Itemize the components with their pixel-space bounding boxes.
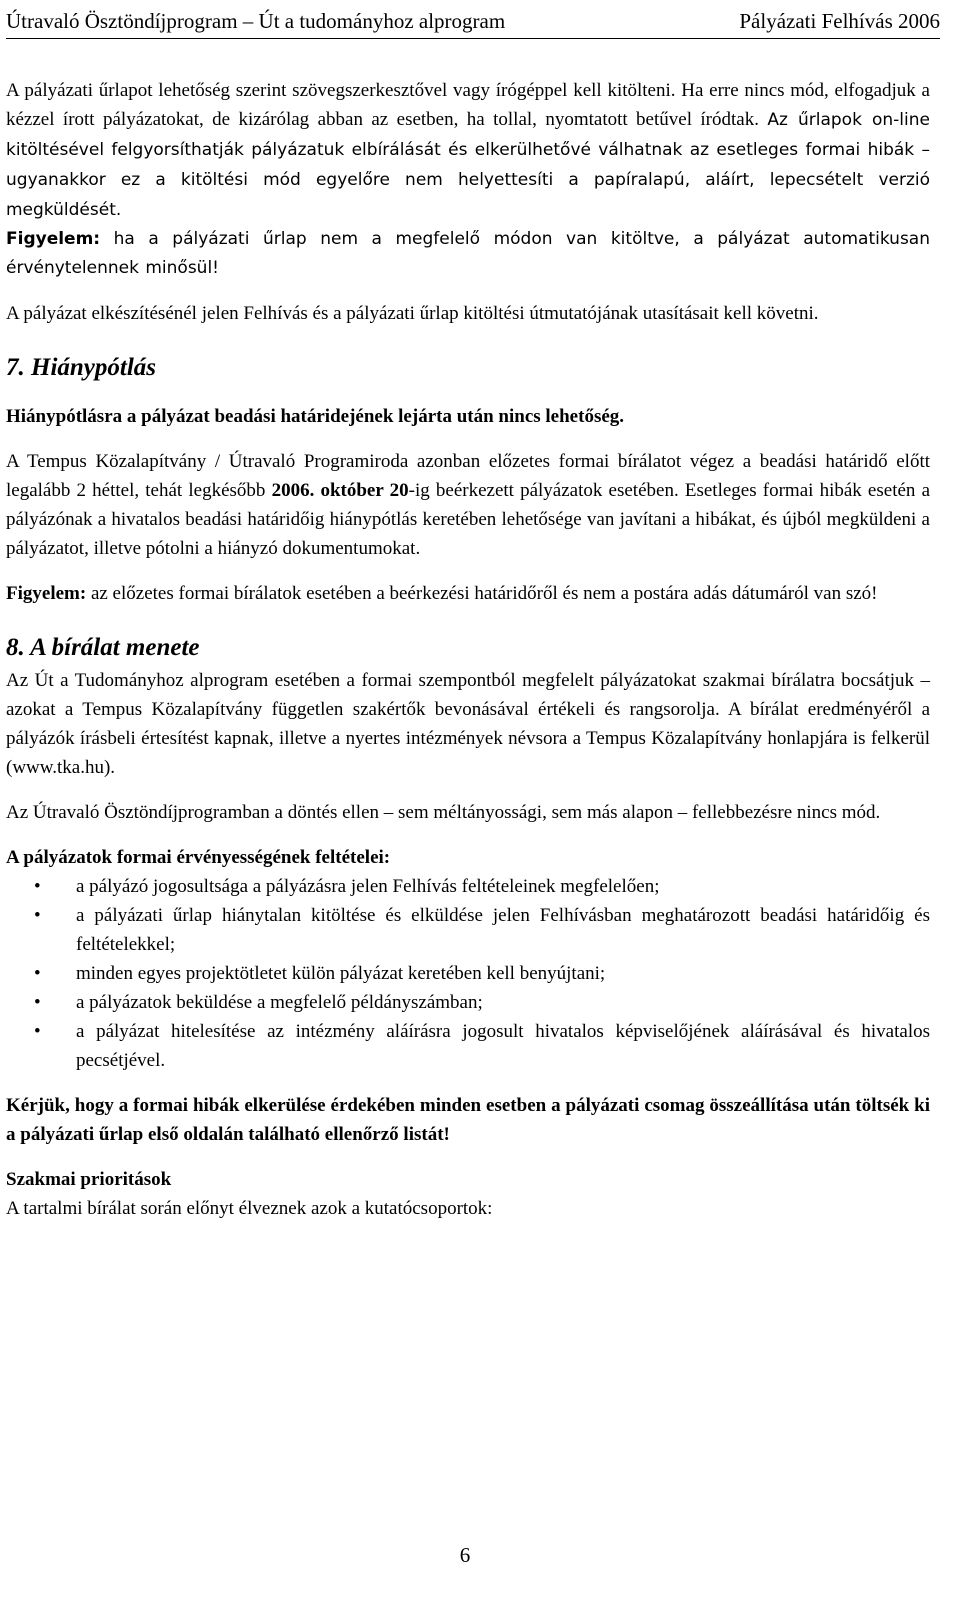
conditions-title: A pályázatok formai érvényességének feltételei:	[6, 847, 391, 868]
section-7-warning-text: az előzetes formai bírálatok esetében a beérkezési határidőről és nem a postára adás dátumáról van szó!	[86, 583, 878, 604]
bullet-icon: •	[34, 876, 41, 897]
list-item	[6, 901, 930, 959]
bullet-icon: •	[34, 992, 41, 1013]
list-item	[6, 959, 930, 988]
bullet-icon: •	[34, 1021, 41, 1042]
page-number: 6	[459, 1543, 471, 1567]
section-8-paragraph-1: Az Út a Tudományhoz alprogram esetében a formai szempontból megfelelt pályázatokat szakmai bírálatra bocsátjuk – azokat a Tempus Közalapítvány független szakértők bevonásával értékeli és rangsorolja. A bírálat eredményéről a pályázók írásbeli értesítést kapnak, illetve a nyertes intézmények névsora a Tempus Közalapítvány honlapjára is felkerül (www.tka.hu).	[6, 670, 930, 778]
list-item	[6, 872, 930, 901]
list-item-text: a pályázatok beküldése a megfelelő példányszámban;	[76, 992, 483, 1013]
conditions-list	[6, 872, 930, 1075]
section-8-paragraph-2: Az Útravaló Ösztöndíjprogramban a döntés ellen – sem méltányossági, sem más alapon – fellebbezésre nincs mód.	[6, 802, 881, 823]
list-item-text: a pályázat hitelesítése az intézmény aláírásra jogosult hivatalos képviselőjének aláírásával és hivatalos pecsétjével.	[76, 1021, 930, 1071]
checklist-request: Kérjük, hogy a formai hibák elkerülése érdekében minden esetben a pályázati csomag összeállítása után töltsék ki a pályázati űrlap első oldalán található ellenőrző listát!	[6, 1095, 930, 1145]
priorities-text: A tartalmi bírálat során előnyt élveznek azok a kutatócsoportok:	[6, 1198, 493, 1219]
section-7-text-b: -ig beérkezett pályázatok esetében. Esetleges formai hibák esetén a pályázónak a hivatalos beadási határidőig hiánypótlás keretében lehetősége van javítani a hibákat, és újból megküldeni a pályázatot, illetve pótolni a hiányzó dokumentumokat.	[6, 480, 930, 559]
document-body	[6, 76, 930, 1223]
list-item	[6, 1017, 930, 1075]
section-7-heading: 7. Hiánypótlás	[6, 354, 157, 381]
intro-text-a: A pályázati űrlapot lehetőség szerint szövegszerkesztővel vagy írógéppel kell kitölteni. Ha erre nincs mód, elfogadjuk a kézzel írott pályázatokat, de kizárólag abban az esetben, ha tollal, nyomtatott betűvel íródtak.	[6, 80, 930, 130]
intro-warning-text: ha a pályázati űrlap nem a megfelelő módon van kitöltve, a pályázat automatikusan érvénytelennek minősül!	[6, 229, 930, 278]
list-item-text: a pályázati űrlap hiánytalan kitöltése és elküldése jelen Felhívásban meghatározott beadási határidőig és feltételekkel;	[76, 905, 930, 955]
section-7-text-a: A Tempus Közalapítvány / Útravaló Programiroda azonban előzetes formai bírálatot végez a beadási határidő előtt legalább 2 héttel, tehát legkésőbb	[6, 451, 930, 501]
section-8-heading: 8. A bírálat menete	[6, 634, 200, 661]
page-header	[6, 4, 940, 39]
section-7-warning-label: Figyelem:	[6, 583, 87, 604]
list-item	[6, 988, 930, 1017]
bullet-icon: •	[34, 963, 41, 984]
intro-paragraph-2: A pályázat elkészítésénél jelen Felhívás és a pályázati űrlap kitöltési útmutatójának utasításait kell követni.	[6, 303, 819, 324]
list-item-text: a pályázó jogosultsága a pályázásra jelen Felhívás feltételeinek megfelelően;	[76, 876, 660, 897]
priorities-title: Szakmai prioritások	[6, 1169, 172, 1190]
section-7-paragraph-1	[6, 447, 930, 563]
section-7-warning	[6, 579, 930, 608]
section-7-bold-line: Hiánypótlásra a pályázat beadási határidejének lejárta után nincs lehetőség.	[6, 406, 625, 427]
list-item-text: minden egyes projektötletet külön pályázat keretében kell benyújtani;	[76, 963, 606, 984]
header-call-title: Pályázati Felhívás 2006	[739, 9, 940, 33]
intro-warning-label: Figyelem:	[6, 229, 101, 249]
intro-paragraph-1	[6, 76, 930, 225]
bullet-icon: •	[34, 905, 41, 926]
intro-text-b: Az űrlapok on-line kitöltésével felgyorsíthatják pályázatuk elbírálását és elkerülhetővé válhatnak az esetleges formai hibák – ugyanakkor ez a kitöltési mód egyelőre nem helyettesíti a papíralapú, aláírt, lepecsételt verzió megküldését.	[6, 110, 930, 220]
intro-warning	[6, 225, 930, 283]
header-program-title: Útravaló Ösztöndíjprogram – Út a tudományhoz alprogram	[6, 9, 506, 33]
section-7-deadline: 2006. október 20	[271, 480, 409, 501]
